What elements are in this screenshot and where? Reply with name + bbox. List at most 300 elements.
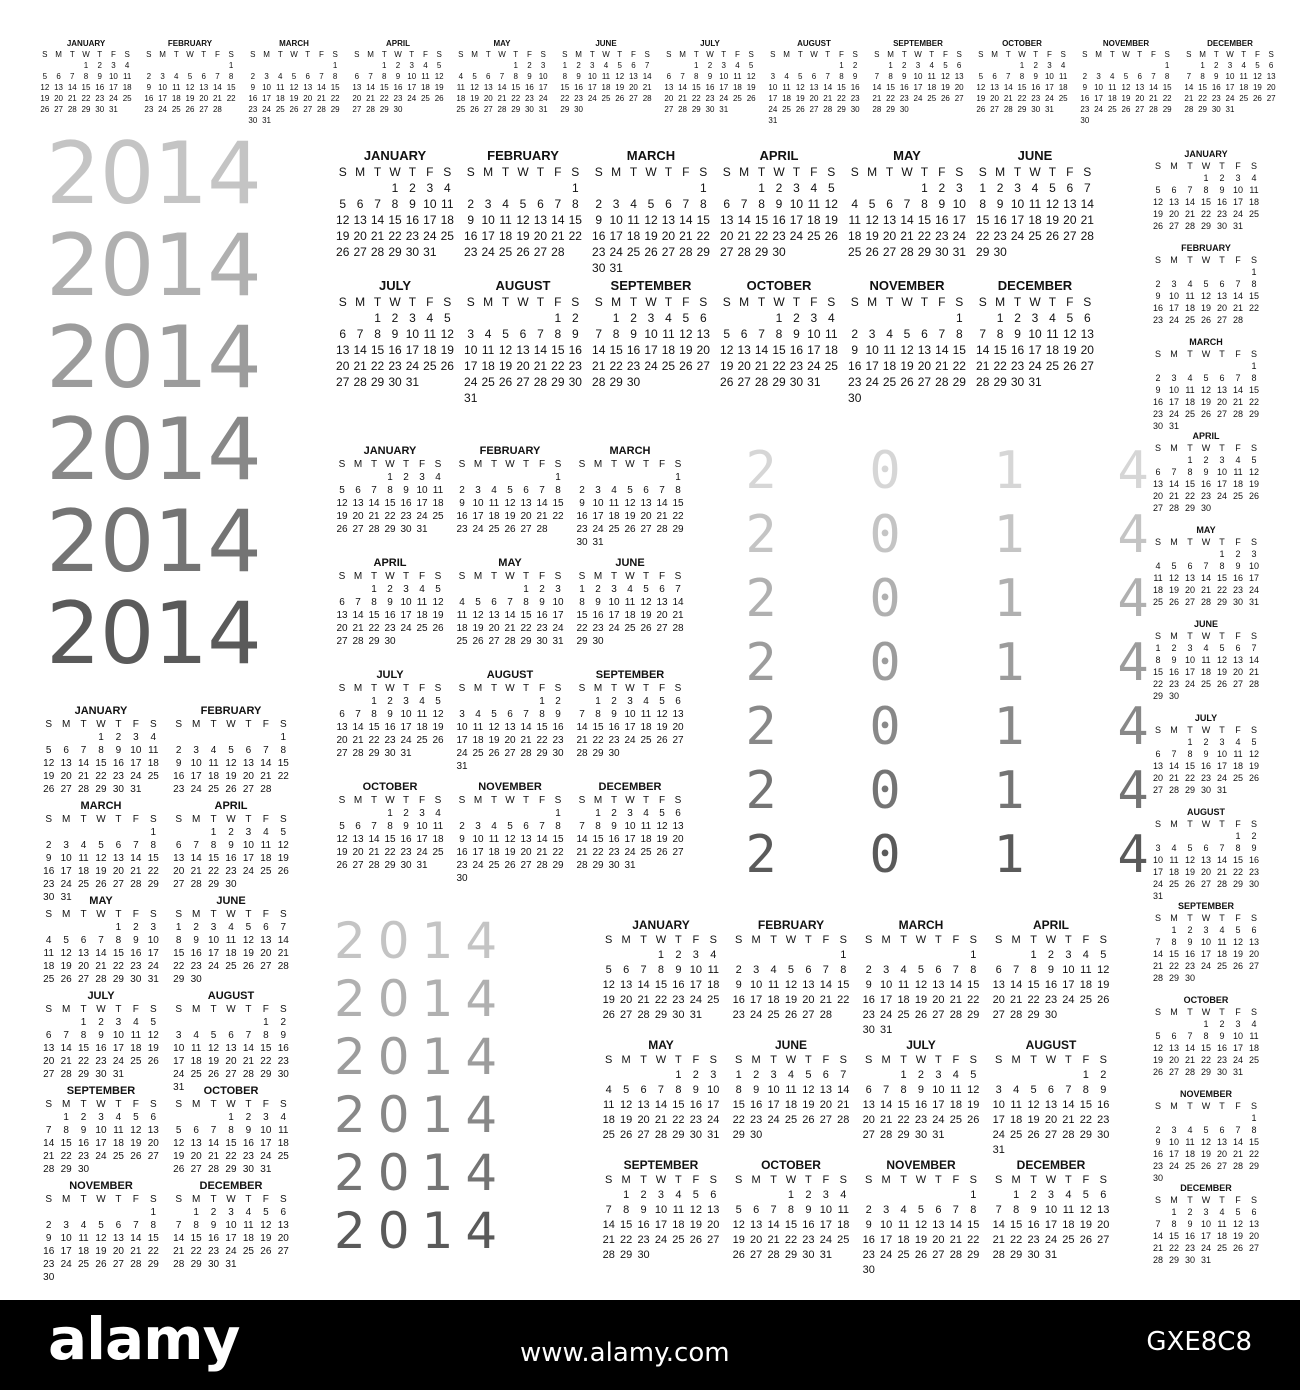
month-name: MAY — [1196, 525, 1216, 535]
day-cell: 5 — [605, 964, 612, 976]
day-cell: 11 — [608, 498, 620, 509]
weekday-header: S — [175, 1004, 183, 1015]
day-cell: 17 — [1232, 197, 1243, 207]
weekday-header: M — [1011, 1054, 1021, 1066]
day-cell: 30 — [862, 1024, 875, 1036]
weekday-header: T — [245, 1194, 252, 1205]
day-cell: 27 — [1248, 961, 1259, 971]
blank-cell — [57, 731, 74, 744]
day-cell: 18 — [1184, 1149, 1195, 1159]
day-cell: 17 — [644, 343, 658, 357]
day-cell: 5 — [643, 584, 649, 595]
day-cell: 3 — [1219, 455, 1225, 465]
day-cell: 21 — [1184, 1055, 1195, 1065]
day-cell: 23 — [1232, 585, 1243, 595]
day-cell: 1 — [150, 1207, 157, 1218]
day-cell: 30 — [592, 636, 604, 647]
day-cell: 20 — [1266, 83, 1276, 92]
day-cell: 18 — [1200, 667, 1211, 677]
day-cell: 12 — [208, 1043, 220, 1054]
left-2x6-february — [170, 704, 292, 796]
day-cell: 30 — [1080, 116, 1090, 125]
day-grid — [990, 1053, 1112, 1158]
day-cell: 23 — [1216, 209, 1227, 219]
day-cell: 1 — [1203, 173, 1209, 183]
day-cell: 7 — [938, 327, 946, 341]
day-cell: 27 — [1216, 409, 1227, 419]
day-cell: 29 — [368, 636, 380, 647]
day-grid — [590, 294, 712, 390]
weekday-header: S — [146, 50, 152, 59]
day-cell: 5 — [339, 197, 347, 211]
day-cell: 5 — [1203, 373, 1209, 383]
day-cell: 15 — [1152, 667, 1163, 677]
day-grid — [574, 458, 686, 549]
day-cell: 19 — [900, 359, 914, 373]
lower-4x3-may — [600, 1038, 722, 1143]
weekday-header: S — [605, 1054, 613, 1066]
day-cell: 13 — [190, 1138, 202, 1149]
day-cell: 15 — [1248, 291, 1259, 301]
day-cell: 11 — [1028, 197, 1042, 211]
day-cell: 13 — [1168, 1043, 1179, 1053]
day-cell: 5 — [903, 327, 911, 341]
day-cell: 10 — [1152, 855, 1163, 865]
day-cell: 11 — [1217, 937, 1227, 947]
weekday-header: T — [629, 295, 638, 309]
day-cell: 8 — [263, 1030, 269, 1041]
day-cell: 1 — [115, 922, 122, 933]
weekday-header: S — [1154, 443, 1161, 453]
day-cell: 22 — [78, 1056, 90, 1067]
day-cell: 1 — [1187, 455, 1193, 465]
day-cell: 27 — [1200, 879, 1211, 889]
weekday-header: F — [538, 683, 546, 694]
blank-cell — [170, 1016, 187, 1029]
month-name: NOVEMBER — [869, 278, 945, 293]
day-grid — [860, 1173, 982, 1278]
day-cell: 12 — [620, 1099, 633, 1111]
day-cell: 28 — [78, 784, 90, 795]
weekday-header: S — [1154, 255, 1161, 265]
day-cell: 1 — [657, 949, 665, 961]
weekday-header: M — [739, 295, 750, 309]
day-cell: 28 — [368, 524, 380, 535]
day-cell: 13 — [1248, 937, 1259, 947]
day-cell: 13 — [352, 498, 364, 509]
weekday-header: F — [262, 1099, 269, 1110]
day-cell: 4 — [851, 197, 859, 211]
day-cell: 20 — [147, 1138, 159, 1149]
day-cell: 28 — [1232, 315, 1243, 325]
day-cell: 27 — [352, 860, 364, 871]
day-cell: 8 — [623, 1204, 630, 1216]
day-cell: 7 — [1251, 643, 1257, 653]
weekday-header: F — [682, 165, 690, 179]
day-cell: 14 — [576, 834, 588, 845]
day-cell: 8 — [513, 72, 518, 81]
day-cell: 8 — [979, 197, 987, 211]
day-cell: 31 — [707, 1129, 720, 1141]
day-cell: 14 — [130, 1233, 142, 1244]
day-cell: 4 — [45, 935, 52, 946]
day-cell: 26 — [472, 636, 484, 647]
day-cell: 10 — [952, 197, 966, 211]
day-cell: 19 — [620, 1114, 633, 1126]
day-cell: 9 — [1033, 72, 1038, 81]
day-cell: 9 — [851, 343, 859, 357]
day-cell: 21 — [872, 94, 882, 103]
top-strip-october — [974, 38, 1070, 115]
day-cell: 7 — [539, 485, 545, 496]
day-cell: 28 — [737, 245, 751, 259]
weekday-header: S — [955, 165, 964, 179]
weekday-header: F — [952, 934, 960, 946]
day-cell: 10 — [60, 853, 72, 864]
day-cell: 3 — [915, 61, 921, 70]
day-cell: 15 — [967, 979, 980, 991]
day-cell: 26 — [615, 94, 625, 103]
day-cell: 20 — [516, 359, 530, 373]
weekday-header: F — [1066, 295, 1074, 309]
day-cell: 1 — [1251, 1113, 1257, 1123]
day-cell: 23 — [772, 229, 786, 243]
day-cell: 31 — [416, 524, 428, 535]
day-cell: 4 — [475, 709, 481, 720]
right-column-september — [1150, 900, 1262, 984]
day-cell: 11 — [1233, 749, 1243, 759]
day-cell: 3 — [1171, 373, 1177, 383]
day-cell: 28 — [43, 1164, 55, 1175]
day-cell: 21 — [1152, 1243, 1163, 1253]
day-cell: 14 — [368, 498, 380, 509]
day-cell: 31 — [592, 537, 604, 548]
day-cell: 8 — [657, 964, 665, 976]
day-cell: 3 — [160, 72, 165, 81]
weekday-header: T — [1187, 725, 1193, 735]
day-cell: 8 — [996, 327, 1004, 341]
day-cell: 15 — [576, 610, 588, 621]
day-cell: 11 — [785, 1084, 797, 1096]
weekday-header: T — [115, 814, 122, 825]
weekday-header: T — [1219, 631, 1225, 641]
day-cell: 3 — [1065, 949, 1072, 961]
day-cell: 20 — [672, 834, 684, 845]
day-cell: 23 — [388, 359, 402, 373]
day-cell: 5 — [1155, 185, 1161, 195]
day-cell: 19 — [865, 229, 879, 243]
day-cell: 10 — [400, 597, 412, 608]
weekday-header: W — [915, 1174, 927, 1186]
day-cell: 13 — [242, 758, 254, 769]
day-cell: 26 — [640, 623, 652, 634]
weekday-header: T — [610, 683, 618, 694]
day-cell: 1 — [228, 1112, 234, 1123]
weekday-header: T — [80, 719, 87, 730]
weekday-header: S — [434, 571, 442, 582]
day-grid — [40, 908, 162, 986]
day-cell: 18 — [624, 610, 636, 621]
day-cell: 14 — [1062, 1099, 1075, 1111]
weekday-header: W — [645, 165, 657, 179]
weekday-header: W — [1029, 295, 1041, 309]
blank-cell — [364, 60, 378, 71]
weekday-header: T — [210, 814, 217, 825]
day-cell: 30 — [848, 391, 862, 405]
weekday-header: F — [810, 295, 818, 309]
day-cell: 1 — [371, 584, 377, 595]
day-cell: 30 — [242, 1164, 254, 1175]
day-cell: 14 — [656, 498, 668, 509]
weekday-header: M — [61, 814, 71, 825]
day-cell: 13 — [1152, 761, 1163, 771]
blank-cell — [350, 695, 366, 708]
day-cell: 10 — [880, 1219, 893, 1231]
day-cell: 15 — [370, 343, 385, 357]
day-cell: 1 — [979, 181, 987, 195]
day-cell: 18 — [782, 94, 792, 103]
day-cell: 12 — [185, 83, 195, 92]
day-cell: 31 — [1044, 105, 1054, 114]
day-cell: 25 — [807, 229, 821, 243]
day-cell: 5 — [98, 1220, 104, 1231]
day-cell: 6 — [1100, 1189, 1107, 1201]
blank-cell — [617, 1068, 634, 1083]
day-cell: 22 — [696, 229, 710, 243]
day-cell: 20 — [819, 1099, 832, 1111]
day-cell: 29 — [993, 375, 1007, 389]
weekday-header: M — [263, 50, 270, 59]
day-cell: 8 — [1030, 964, 1037, 976]
day-cell: 2 — [97, 61, 102, 70]
day-cell: 13 — [303, 83, 313, 92]
day-cell: 31 — [624, 860, 636, 871]
day-cell: 2 — [395, 61, 401, 70]
weekday-header: T — [1013, 295, 1022, 309]
day-cell: 24 — [1232, 1055, 1243, 1065]
day-cell: 28 — [1232, 1161, 1243, 1171]
day-cell: 12 — [1097, 964, 1110, 976]
day-cell: 24 — [750, 1009, 763, 1021]
day-cell: 17 — [707, 1099, 720, 1111]
weekday-header: F — [554, 295, 562, 309]
day-cell: 2 — [210, 1207, 217, 1218]
day-cell: 11 — [276, 83, 285, 92]
day-cell: 4 — [643, 696, 649, 707]
day-cell: 4 — [675, 1189, 682, 1201]
day-cell: 3 — [475, 821, 481, 832]
day-cell: 4 — [603, 61, 609, 70]
weekday-header: T — [589, 50, 595, 59]
weekday-header: M — [483, 165, 494, 179]
day-cell: 22 — [552, 847, 564, 858]
day-cell: 7 — [215, 72, 220, 81]
day-cell: 8 — [839, 72, 844, 81]
day-cell: 12 — [147, 1030, 159, 1041]
month-name: AUGUST — [1025, 1038, 1077, 1052]
alamy-logo[interactable]: alamy — [48, 1305, 240, 1373]
day-cell: 17 — [1028, 343, 1042, 357]
weekday-header: W — [385, 571, 395, 582]
day-cell: 16 — [789, 343, 804, 357]
day-cell: 24 — [1168, 1161, 1179, 1171]
day-cell: 19 — [95, 866, 107, 877]
month-name: JANUARY — [363, 148, 427, 163]
blank-cell — [497, 180, 514, 196]
day-cell: 8 — [387, 485, 393, 496]
day-cell: 18 — [456, 623, 468, 634]
day-cell: 8 — [955, 327, 963, 341]
day-cell: 7 — [682, 197, 690, 211]
weekday-header: T — [1219, 1195, 1225, 1205]
day-cell: 12 — [472, 610, 484, 621]
top-strip-march — [246, 38, 342, 126]
weekday-header: T — [757, 295, 766, 309]
day-cell: 4 — [929, 61, 934, 70]
blank-cell — [1214, 830, 1230, 842]
weekday-header: T — [201, 50, 207, 59]
day-cell: 7 — [499, 72, 505, 81]
blank-cell — [912, 1188, 929, 1203]
day-cell: 6 — [886, 197, 893, 211]
day-cell: 7 — [374, 197, 381, 211]
day-cell: 10 — [225, 1220, 237, 1231]
day-cell: 26 — [185, 105, 195, 114]
day-cell: 4 — [1235, 455, 1241, 465]
year-text: 2014 — [46, 124, 261, 224]
day-cell: 29 — [1248, 409, 1259, 419]
day-cell: 27 — [672, 735, 684, 746]
right-column-may — [1150, 524, 1262, 608]
year-outline-left — [46, 494, 306, 590]
day-cell: 25 — [208, 784, 220, 795]
day-cell: 19 — [602, 994, 615, 1006]
day-cell: 31 — [1232, 1067, 1243, 1077]
day-cell: 16 — [388, 343, 402, 357]
day-cell: 2 — [1030, 1189, 1037, 1201]
day-cell: 2 — [1203, 737, 1209, 747]
weekday-header: M — [995, 295, 1006, 309]
day-cell: 24 — [552, 623, 564, 634]
day-cell: 4 — [435, 808, 441, 819]
day-cell: 17 — [225, 1233, 237, 1244]
weekday-header: F — [418, 795, 426, 806]
day-cell: 11 — [767, 979, 780, 991]
day-cell: 12 — [43, 758, 55, 769]
blank-cell — [57, 826, 74, 839]
year-stack-lower — [334, 970, 574, 1028]
day-cell: 30 — [1152, 421, 1163, 431]
day-cell: 15 — [1010, 1219, 1023, 1231]
weekday-header: M — [191, 1004, 201, 1015]
blank-cell — [187, 826, 204, 839]
blank-cell — [257, 731, 274, 744]
weekday-header: F — [538, 571, 546, 582]
day-cell: 18 — [1239, 83, 1249, 92]
day-cell: 21 — [1152, 961, 1163, 971]
day-cell: 20 — [696, 343, 710, 357]
day-cell: 7 — [1155, 937, 1161, 947]
blank-cell — [246, 60, 260, 71]
day-cell: 6 — [921, 327, 928, 341]
day-cell: 23 — [130, 961, 142, 972]
day-cell: 6 — [805, 964, 812, 976]
day-cell: 10 — [644, 327, 658, 341]
day-cell: 1 — [1171, 925, 1177, 935]
day-cell: 13 — [60, 758, 72, 769]
alamy-site[interactable]: www.alamy.com — [520, 1338, 730, 1368]
day-cell: 4 — [423, 61, 428, 70]
day-cell: 16 — [1152, 303, 1163, 313]
day-cell: 18 — [260, 853, 272, 864]
day-cell: 27 — [737, 375, 751, 389]
day-cell: 12 — [795, 83, 805, 92]
day-cell: 18 — [927, 83, 937, 92]
day-cell: 20 — [112, 866, 124, 877]
weekday-header: S — [554, 795, 562, 806]
day-cell: 22 — [368, 623, 380, 634]
day-cell: 11 — [927, 72, 936, 81]
year-stack-lower — [334, 1028, 574, 1086]
day-cell: 6 — [339, 597, 345, 608]
day-cell: 23 — [689, 1114, 702, 1126]
weekday-header: M — [679, 50, 686, 59]
main-6x2-march — [590, 148, 712, 276]
blank-cell — [260, 60, 274, 71]
day-cell: 24 — [262, 105, 272, 114]
day-cell: 17 — [60, 1246, 72, 1257]
day-cell: 7 — [640, 964, 647, 976]
day-cell: 2 — [1155, 279, 1161, 289]
day-cell: 8 — [371, 709, 377, 720]
weekday-header: T — [80, 1099, 87, 1110]
day-cell: 3 — [1014, 181, 1021, 195]
day-cell: 21 — [1184, 94, 1194, 103]
day-cell: 3 — [1203, 1207, 1209, 1217]
weekday-header: S — [466, 295, 475, 309]
weekday-header: S — [149, 719, 157, 730]
weekday-header: F — [1082, 934, 1090, 946]
day-cell: 2 — [579, 485, 585, 496]
day-cell: 8 — [694, 72, 699, 81]
day-cell: 15 — [511, 83, 521, 92]
day-cell: 29 — [967, 1009, 980, 1021]
blank-cell — [846, 180, 863, 196]
day-cell: 9 — [193, 935, 199, 946]
day-cell: 1 — [1019, 61, 1025, 70]
day-grid — [1150, 160, 1262, 232]
day-cell: 1 — [675, 1069, 682, 1081]
day-cell: 2 — [193, 922, 199, 933]
day-cell: 16 — [456, 511, 468, 522]
day-cell: 24 — [538, 94, 548, 103]
day-cell: 23 — [225, 866, 237, 877]
weekday-header: T — [1219, 349, 1225, 359]
month-name: OCTOBER — [362, 781, 418, 793]
day-cell: 31 — [423, 245, 437, 259]
day-cell: 2 — [387, 696, 393, 707]
day-cell: 15 — [592, 834, 604, 845]
weekday-header: W — [290, 50, 298, 59]
weekday-header: S — [578, 571, 586, 582]
day-cell: 14 — [592, 343, 606, 357]
weekday-header: F — [938, 165, 946, 179]
weekday-header: T — [245, 1004, 252, 1015]
day-cell: 3 — [710, 1069, 717, 1081]
day-cell: 15 — [654, 979, 668, 991]
day-cell: 20 — [336, 359, 350, 373]
day-cell: 31 — [1225, 105, 1235, 114]
